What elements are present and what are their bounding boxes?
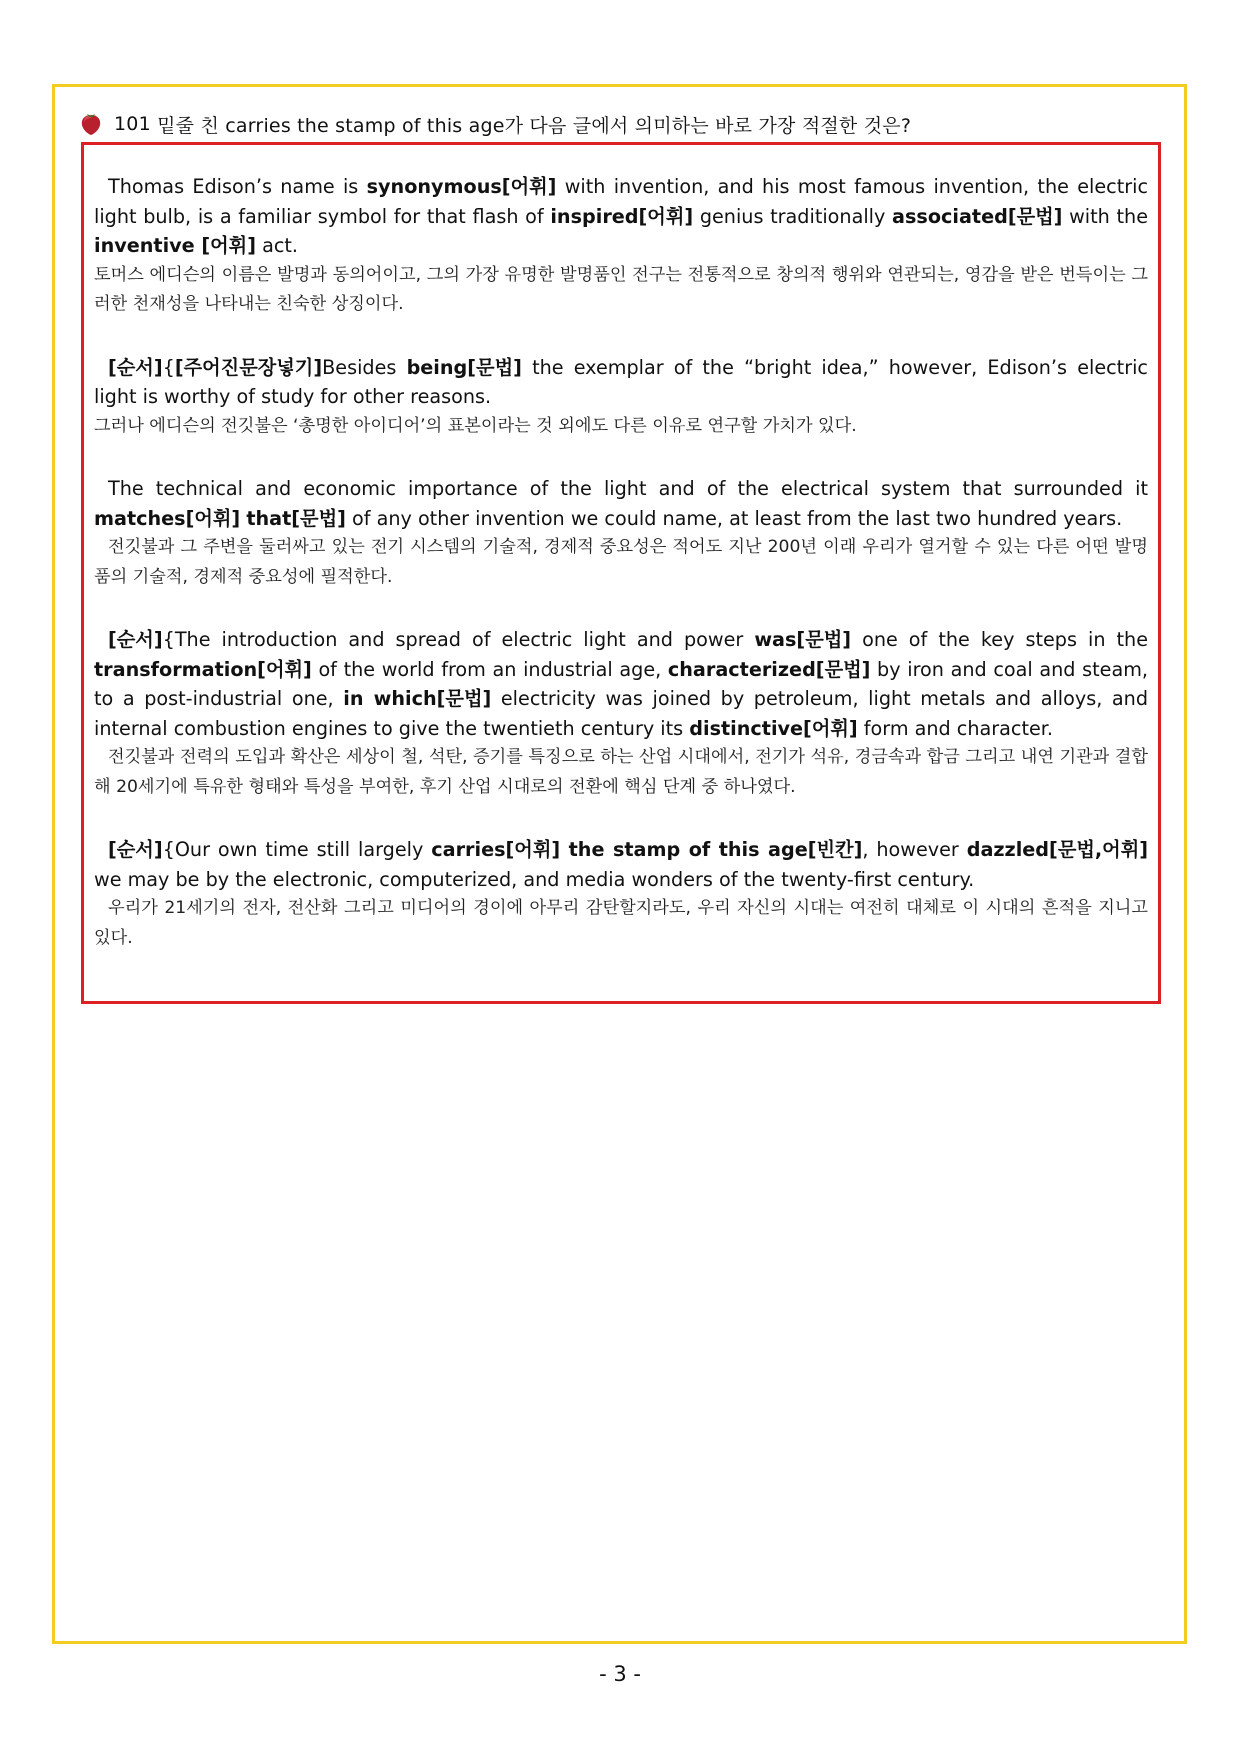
text-segment: , however: [862, 838, 967, 861]
bold-keyword: synonymous[어휘]: [366, 175, 557, 198]
bold-keyword: in which[문법]: [343, 687, 492, 710]
korean-translation: 우리가 21세기의 전자, 전산화 그리고 미디어의 경이에 아무리 감탄할지라도, 우리 자신의 시대는 여전히 대체로 이 시대의 흔적을 지니고 있다.: [94, 898, 1148, 948]
paragraph-5: [94, 835, 1148, 953]
passage-box: [81, 142, 1161, 1004]
bold-keyword: inspired[어휘]: [550, 204, 694, 228]
text-segment: we may be by the electronic, computerized, and media wonders of the twenty-first century.: [94, 867, 975, 891]
text-segment: one of the key steps in the: [851, 628, 1149, 651]
strawberry-bullet-icon: [80, 112, 102, 136]
text-segment: Besides: [322, 355, 407, 379]
korean-translation: 그러나 에디슨의 전깃불은 ‘총명한 아이디어’의 표본이라는 것 외에도 다른 이유로 연구할 가치가 있다.: [94, 415, 857, 436]
bold-keyword: matches[어휘]: [94, 506, 241, 530]
text-segment: {Our own time still largely: [162, 838, 432, 861]
bold-keyword: [순서]: [108, 628, 163, 651]
text-segment: The technical and economic importance of the light and of the electrical system that surrounded it: [108, 477, 1148, 500]
text-segment: act.: [255, 234, 299, 257]
bold-keyword: transformation[어휘]: [94, 657, 312, 681]
paragraph-4: [94, 625, 1148, 802]
text-segment: the exemplar of the “bright idea,” however, Edison’s electric light is worthy of study for other reasons.: [94, 355, 1148, 408]
text-segment: Thomas Edison’s name is: [108, 175, 367, 198]
paragraph-1: [94, 172, 1148, 320]
bold-keyword: dazzled[문법,어휘]: [966, 838, 1149, 861]
english-text: [94, 625, 1148, 743]
bold-keyword: [순서]: [108, 838, 163, 861]
bold-keyword: being[문법]: [406, 355, 522, 379]
text-segment: form and character.: [857, 716, 1054, 740]
text-segment: with the: [1062, 204, 1148, 228]
korean-translation: 토머스 에디슨의 이름은 발명과 동의어이고, 그의 가장 유명한 발명품인 전구는 전통적으로 창의적 행위와 연관되는, 영감을 받은 번득이는 그러한 천재성을 나타내는 친숙한 상징이다.: [94, 264, 1148, 314]
korean-translation: 전깃불과 그 주변을 둘러싸고 있는 전기 시스템의 기술적, 경제적 중요성은 적어도 지난 200년 이래 우리가 열거할 수 있는 다른 어떤 발명품의 기술적, 경제적 중요성에 필적한다.: [94, 537, 1148, 587]
paragraph-2: [94, 353, 1148, 442]
text-segment: electricity was joined by petroleum, light metals and alloys, and internal combustion engines to give the twentieth century its: [94, 687, 1149, 740]
english-text: [94, 835, 1148, 894]
text-segment: with invention, and his most famous invention, the electric light bulb, is a familiar symbol for that flash of: [94, 175, 1148, 228]
bold-keyword: distinctive[어휘]: [689, 716, 858, 740]
text-segment: {: [162, 355, 175, 379]
bold-keyword: associated[문법]: [892, 204, 1063, 228]
english-text: [94, 474, 1148, 533]
english-text: [94, 353, 1148, 412]
bold-keyword: that[문법]: [246, 506, 346, 530]
paragraph-3: [94, 474, 1148, 592]
text-segment: of the world from an industrial age,: [311, 657, 668, 681]
korean-translation: 전깃불과 전력의 도입과 확산은 세상이 철, 석탄, 증기를 특징으로 하는 산업 시대에서, 전기가 석유, 경금속과 합금 그리고 내연 기관과 결합해 20세기에 특유한 형태와 특성을 부여한, 후기 산업 시대로의 전환에 핵심 단계 중 하나였다.: [94, 747, 1148, 797]
text-segment: {The introduction and spread of electric light and power: [162, 628, 755, 651]
english-text: [94, 172, 1148, 261]
bold-keyword: characterized[문법]: [667, 657, 871, 681]
text-segment: of any other invention we could name, at least from the last two hundred years.: [345, 506, 1123, 530]
bold-keyword: [순서]: [108, 355, 163, 379]
bold-keyword: [주어진문장넣기]: [174, 355, 323, 379]
question-header: [80, 110, 1170, 138]
question-number: 101: [114, 113, 151, 135]
text-segment: genius traditionally: [693, 204, 893, 228]
page-number: - 3 -: [599, 1662, 641, 1686]
question-text: 밑줄 친 carries the stamp of this age가 다음 글에서 의미하는 바로 가장 적절한 것은?: [157, 114, 912, 137]
bold-keyword: carries[어휘] the stamp of this age[빈칸]: [431, 838, 863, 861]
bold-keyword: was[문법]: [754, 628, 852, 651]
text-segment: by iron and coal and steam, to a post-industrial one,: [94, 657, 1148, 710]
bold-keyword: inventive [어휘]: [94, 234, 256, 257]
